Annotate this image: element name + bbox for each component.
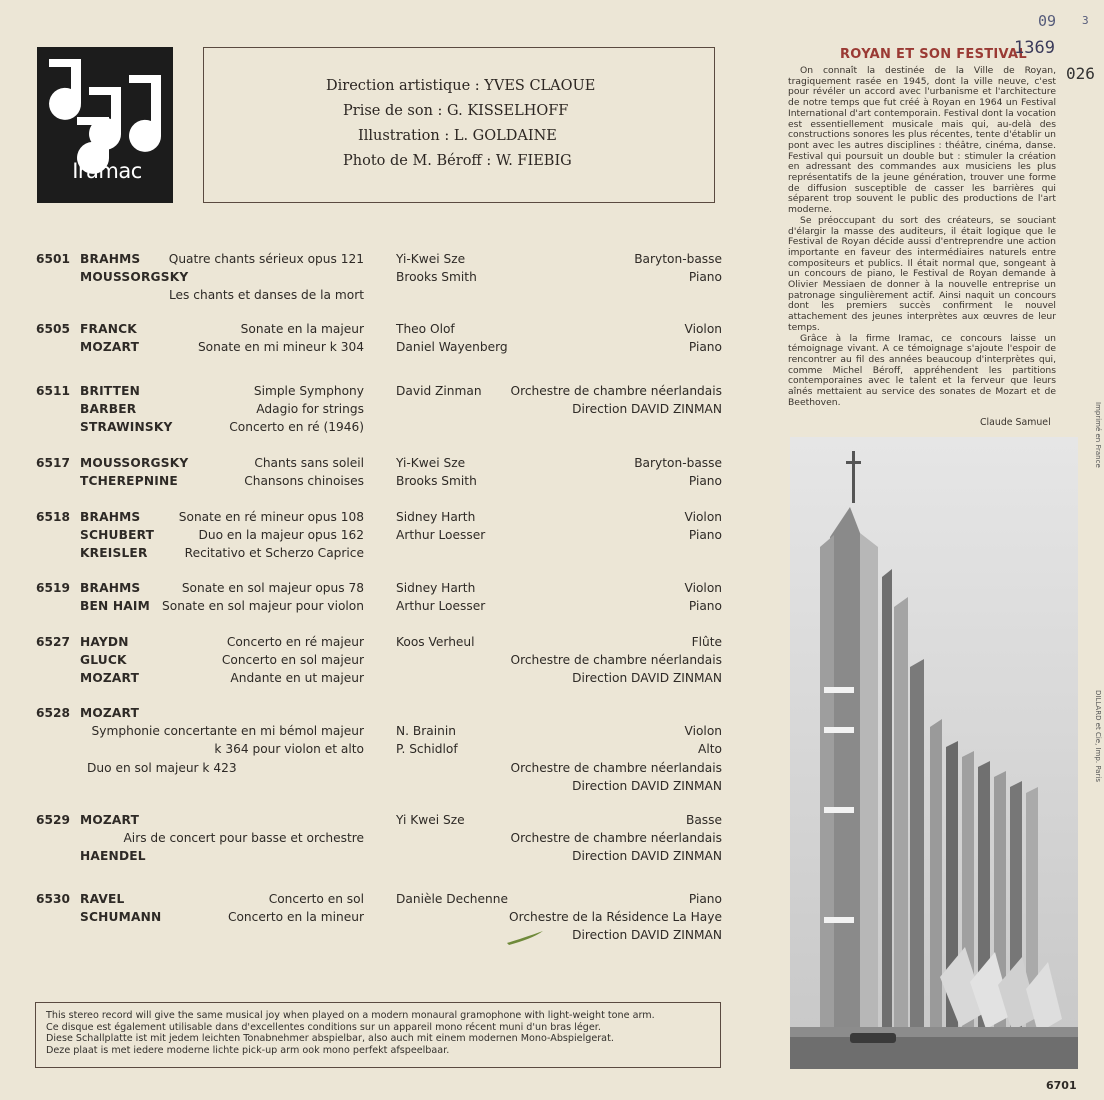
- work: Concerto en la mineur: [227, 910, 364, 924]
- role: Piano: [688, 340, 722, 354]
- performer: Sidney Harth: [396, 510, 476, 524]
- work: Adagio for strings: [256, 402, 364, 416]
- record-number: 6528: [36, 706, 70, 720]
- performer: N. Brainin: [396, 724, 456, 738]
- festival-essay: [788, 66, 1056, 409]
- credit-artistic-direction: Direction artistique : YVES CLAOUE: [326, 78, 596, 94]
- work: Symphonie concertante en mi bémol majeur: [91, 724, 364, 738]
- performer: P. Schidlof: [396, 742, 458, 756]
- performer: Danièle Dechenne: [396, 892, 508, 906]
- work: Concerto en sol majeur: [221, 653, 364, 667]
- notice-german: Diese Schallplatte ist mit jedem leichten Tonabnehmer abspielbar, also auch mit einem modernen Mono-Abspielgerat.: [46, 1033, 614, 1045]
- composer: BRAHMS: [80, 581, 141, 595]
- role: Piano: [688, 270, 722, 284]
- performer: Yi-Kwei Sze: [396, 456, 466, 470]
- work: Sonate en la majeur: [240, 322, 364, 336]
- performer: Arthur Loesser: [396, 528, 486, 542]
- composer: HAYDN: [80, 635, 129, 649]
- role: Piano: [688, 892, 722, 906]
- work: Concerto en sol: [268, 892, 364, 906]
- performer: Arthur Loesser: [396, 599, 486, 613]
- role: Piano: [688, 528, 722, 542]
- notice-french: Ce disque est également utilisable dans d'excellentes conditions sur un appareil mono récent muni d'un bras léger.: [46, 1021, 601, 1033]
- iramac-logo: [37, 47, 173, 203]
- logo-wordmark: Iramac: [72, 159, 142, 183]
- printer-credit: DILLARD et Cie, Imp. Paris: [1094, 690, 1102, 782]
- composer: MOZART: [80, 813, 140, 827]
- composer: FRANCK: [80, 322, 137, 336]
- festival-title: ROYAN ET SON FESTIVAL: [840, 47, 1027, 62]
- performer: Sidney Harth: [396, 581, 476, 595]
- role: Orchestre de chambre néerlandais: [510, 653, 722, 667]
- composer: STRAWINSKY: [80, 420, 173, 434]
- record-number: 6517: [36, 456, 70, 470]
- work: Sonate en sol majeur opus 78: [181, 581, 364, 595]
- composer: BEN HAIM: [80, 599, 150, 613]
- work: Sonate en sol majeur pour violon: [162, 599, 364, 613]
- role: Piano: [688, 474, 722, 488]
- credit-sound: Prise de son : G. KISSELHOFF: [343, 103, 569, 119]
- performer: Yi-Kwei Sze: [396, 252, 466, 266]
- record-number: 6511: [36, 384, 70, 398]
- essay-paragraph: On connaît la destinée de la Ville de Royan, tragiquement rasée en 1945, dont la ville neuve, c'est pour révéler un accord avec l'urbanisme et l'architecture de notre temps que fut créé à Royan en 1964 un Festival International d'art contemporain. Festival dont la vocation est essentiellement musicale mais qui, au-delà des constructions sonores les plus récentes, tente d'établir un pont avec les autres disciplines : théâtre, cinéma, danse. Festival qui poursuit un double but : stimuler la création en adressant des commandes aux musiciens les plus représentatifs de la jeune génération, trouver une forme de diffusion susceptible de casser les barrières qui séparent trop souvent le public des productions de l'art moderne.: [788, 65, 1056, 216]
- role: Direction DAVID ZINMAN: [572, 671, 722, 685]
- composer: BARBER: [80, 402, 137, 416]
- work: Concerto en ré majeur: [226, 635, 364, 649]
- composer: SCHUBERT: [80, 528, 155, 542]
- performer: Daniel Wayenberg: [396, 340, 508, 354]
- composer: HAENDEL: [80, 849, 146, 863]
- credit-illustration: Illustration : L. GOLDAINE: [358, 128, 557, 144]
- work: Duo en la majeur opus 162: [198, 528, 364, 542]
- essay-paragraph: Se préoccupant du sort des créateurs, se souciant d'élargir la masse des auditeurs, il était logique que le Festival de Royan décide aussi d'entreprendre une action importante en faveur des intermédiaires naturels entre compositeurs et publics. Il était normal que, songeant à un concours de piano, le Festival de Royan demande à Olivier Messiaen de donner à la nouvelle entreprise un patronage singulièrement actif. Ainsi naquit un concours dont les premiers succès confirment le nouvel attachement des jeunes interprètes aux œuvres de leur temps.: [788, 214, 1056, 333]
- record-number: 6527: [36, 635, 70, 649]
- role: Basse: [685, 813, 722, 827]
- role: Baryton-basse: [634, 456, 722, 470]
- composer: KREISLER: [80, 546, 148, 560]
- pen-mark: [505, 928, 547, 946]
- pencil-mark: 09: [1038, 12, 1057, 30]
- record-number: 6530: [36, 892, 70, 906]
- role: Baryton-basse: [634, 252, 722, 266]
- performer: Brooks Smith: [396, 270, 477, 284]
- work: Chansons chinoises: [244, 474, 364, 488]
- role: Flûte: [691, 635, 722, 649]
- record-number: 6519: [36, 581, 70, 595]
- composer: MOUSSORGSKY: [80, 270, 189, 284]
- stereo-notice: [35, 1002, 721, 1068]
- notice-dutch: Deze plaat is met iedere moderne lichte pick-up arm ook mono perfekt afspeelbaar.: [46, 1044, 450, 1056]
- work: Les chants et danses de la mort: [168, 288, 364, 302]
- church-photo: [790, 437, 1078, 1069]
- credit-photo: Photo de M. Béroff : W. FIEBIG: [343, 153, 572, 169]
- work: Recitativo et Scherzo Caprice: [184, 546, 364, 560]
- performer: Theo Olof: [396, 322, 455, 336]
- role: Direction DAVID ZINMAN: [572, 928, 722, 942]
- composer: BRAHMS: [80, 252, 141, 266]
- credits-box: [203, 47, 715, 203]
- record-catalogue-number: 6701: [1046, 1079, 1077, 1092]
- role: Violon: [684, 510, 722, 524]
- role: Violon: [684, 322, 722, 336]
- role: Piano: [688, 599, 722, 613]
- composer: MOZART: [80, 706, 140, 720]
- role: Direction DAVID ZINMAN: [572, 402, 722, 416]
- composer: SCHUMANN: [80, 910, 162, 924]
- performer: Koos Verheul: [396, 635, 475, 649]
- work: Quatre chants sérieux opus 121: [168, 252, 364, 266]
- role: Direction DAVID ZINMAN: [572, 849, 722, 863]
- record-number: 6501: [36, 252, 70, 266]
- work: Simple Symphony: [253, 384, 364, 398]
- performer: Yi Kwei Sze: [396, 813, 465, 827]
- work: Sonate en ré mineur opus 108: [178, 510, 364, 524]
- role: Violon: [684, 724, 722, 738]
- record-number: 6518: [36, 510, 70, 524]
- role: Violon: [684, 581, 722, 595]
- composer: GLUCK: [80, 653, 127, 667]
- catalog-number-stamp: 1369: [1014, 38, 1055, 58]
- essay-paragraph: Grâce à la firme Iramac, ce concours laisse un témoignage vivant. A ce témoignage s'ajoute l'espoir de rencontrer au fil des années beaucoup d'interprètes qui, comme Michel Béroff, appréhendent les partitions contemporaines avec le talent et la ferveur que leurs aînés mettaient au service des sonates de Mozart et de Beethoven.: [788, 332, 1056, 408]
- role: Orchestre de la Résidence La Haye: [508, 910, 722, 924]
- composer: BRAHMS: [80, 510, 141, 524]
- work: Airs de concert pour basse et orchestre: [123, 831, 364, 845]
- performer: David Zinman: [396, 384, 482, 398]
- work: Duo en sol majeur k 423: [87, 761, 237, 775]
- role: Orchestre de chambre néerlandais: [510, 384, 722, 398]
- composer: MOZART: [80, 671, 140, 685]
- composer: TCHEREPNINE: [80, 474, 178, 488]
- composer: RAVEL: [80, 892, 125, 906]
- performer: Brooks Smith: [396, 474, 477, 488]
- composer: MOUSSORGSKY: [80, 456, 189, 470]
- work: Concerto en ré (1946): [229, 420, 364, 434]
- composer: BRITTEN: [80, 384, 141, 398]
- work: k 364 pour violon et alto: [214, 742, 364, 756]
- work: Sonate en mi mineur k 304: [197, 340, 364, 354]
- printed-in-france: Imprimé en France: [1094, 402, 1102, 468]
- notice-english: This stereo record will give the same musical joy when played on a modern monaural gramophone with light-weight tone arm.: [46, 1010, 655, 1021]
- role: Direction DAVID ZINMAN: [572, 779, 722, 793]
- role: Alto: [698, 742, 722, 756]
- work: Chants sans soleil: [254, 456, 364, 470]
- record-number: 6505: [36, 322, 70, 336]
- role: Orchestre de chambre néerlandais: [510, 761, 722, 775]
- essay-signature: Claude Samuel: [980, 417, 1051, 428]
- margin-number: 026: [1066, 64, 1095, 83]
- pencil-mark-small: 3: [1082, 14, 1089, 27]
- role: Orchestre de chambre néerlandais: [510, 831, 722, 845]
- record-number: 6529: [36, 813, 70, 827]
- composer: MOZART: [80, 340, 140, 354]
- work: Andante en ut majeur: [230, 671, 364, 685]
